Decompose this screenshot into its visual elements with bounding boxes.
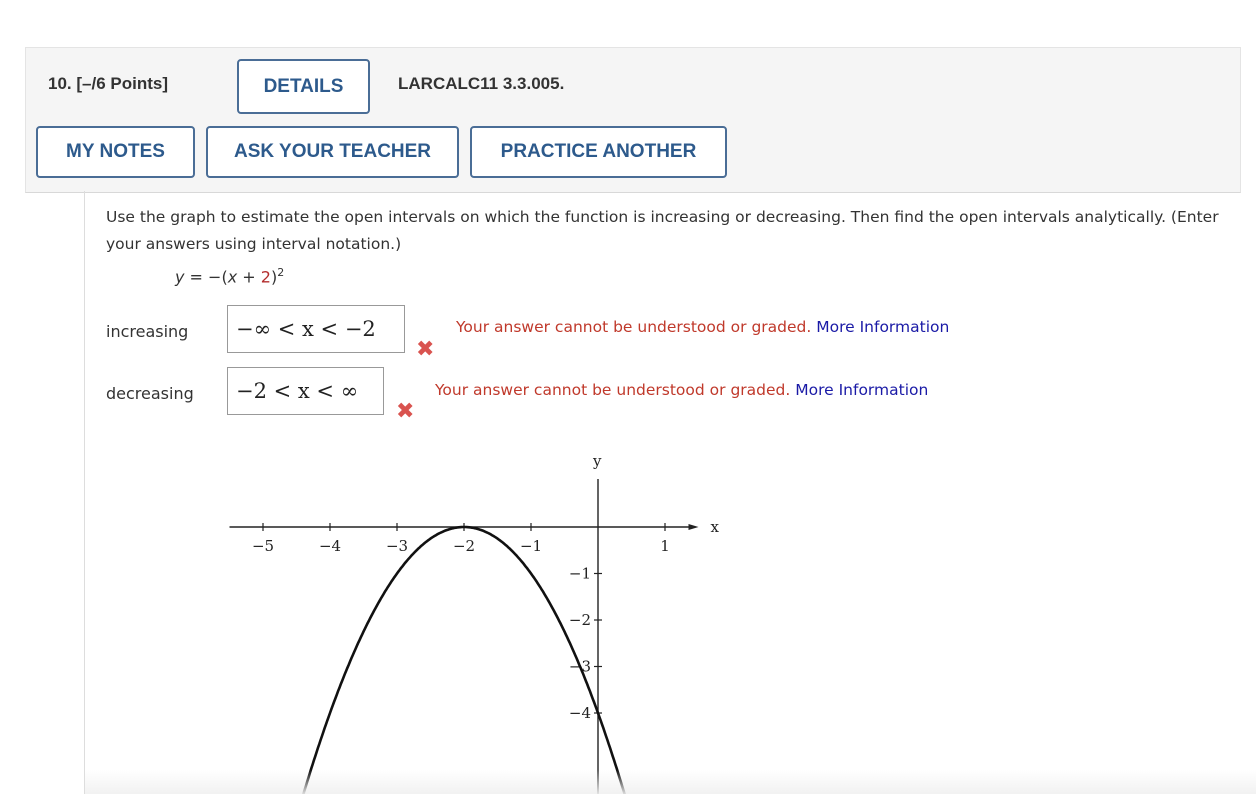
increasing-label: increasing (106, 322, 189, 341)
question-code: LARCALC11 3.3.005. (398, 74, 565, 93)
graph-ticks (252, 523, 670, 722)
increasing-error-text: Your answer cannot be understood or graded. (456, 318, 812, 336)
x-tick-label: 1 (660, 537, 670, 555)
equation-plus: + (237, 267, 261, 287)
more-information-link[interactable]: More Information (816, 318, 950, 336)
y-tick-label: −2 (568, 611, 591, 629)
equation-x: x (227, 267, 238, 287)
x-tick-label: −1 (519, 537, 543, 555)
decreasing-error-text: Your answer cannot be understood or graded. (435, 381, 791, 399)
equation-constant: 2 (260, 267, 271, 287)
y-tick-label: −3 (568, 657, 591, 676)
y-axis-label: y (593, 452, 602, 470)
x-tick-label: −5 (251, 537, 275, 555)
x-tick-label: −4 (318, 537, 342, 555)
equation-exponent: 2 (277, 266, 285, 279)
x-tick-label: −2 (452, 537, 476, 555)
practice-another-button[interactable]: PRACTICE ANOTHER (470, 126, 727, 178)
equation-close: ) (270, 267, 278, 287)
instructions-text: Use the graph to estimate the open intervals on which the function is increasing or decreasing. Then find the open intervals analytically. (Enter your answers using interval notation.) (106, 208, 1219, 253)
x-axis-arrow (689, 524, 699, 530)
graph-axes (230, 452, 720, 794)
x-tick-label: −3 (385, 537, 409, 555)
incorrect-x-icon: ✖ (396, 399, 415, 424)
bottom-fade (85, 770, 1256, 794)
my-notes-button[interactable]: MY NOTES (36, 126, 195, 178)
more-information-link[interactable]: More Information (795, 381, 929, 399)
x-axis-label: x (710, 518, 719, 536)
question-number: 10. (48, 74, 72, 93)
decreasing-label: decreasing (106, 384, 194, 403)
equation-eq: = −( (184, 267, 228, 287)
y-tick-label: −1 (568, 564, 591, 583)
details-button[interactable]: DETAILS (237, 59, 370, 114)
incorrect-x-icon: ✖ (416, 337, 435, 362)
equation-lhs: y (175, 267, 185, 287)
ask-your-teacher-button[interactable]: ASK YOUR TEACHER (206, 126, 459, 178)
y-tick-label: −4 (568, 704, 591, 722)
question-points: [–/6 Points] (76, 74, 168, 93)
